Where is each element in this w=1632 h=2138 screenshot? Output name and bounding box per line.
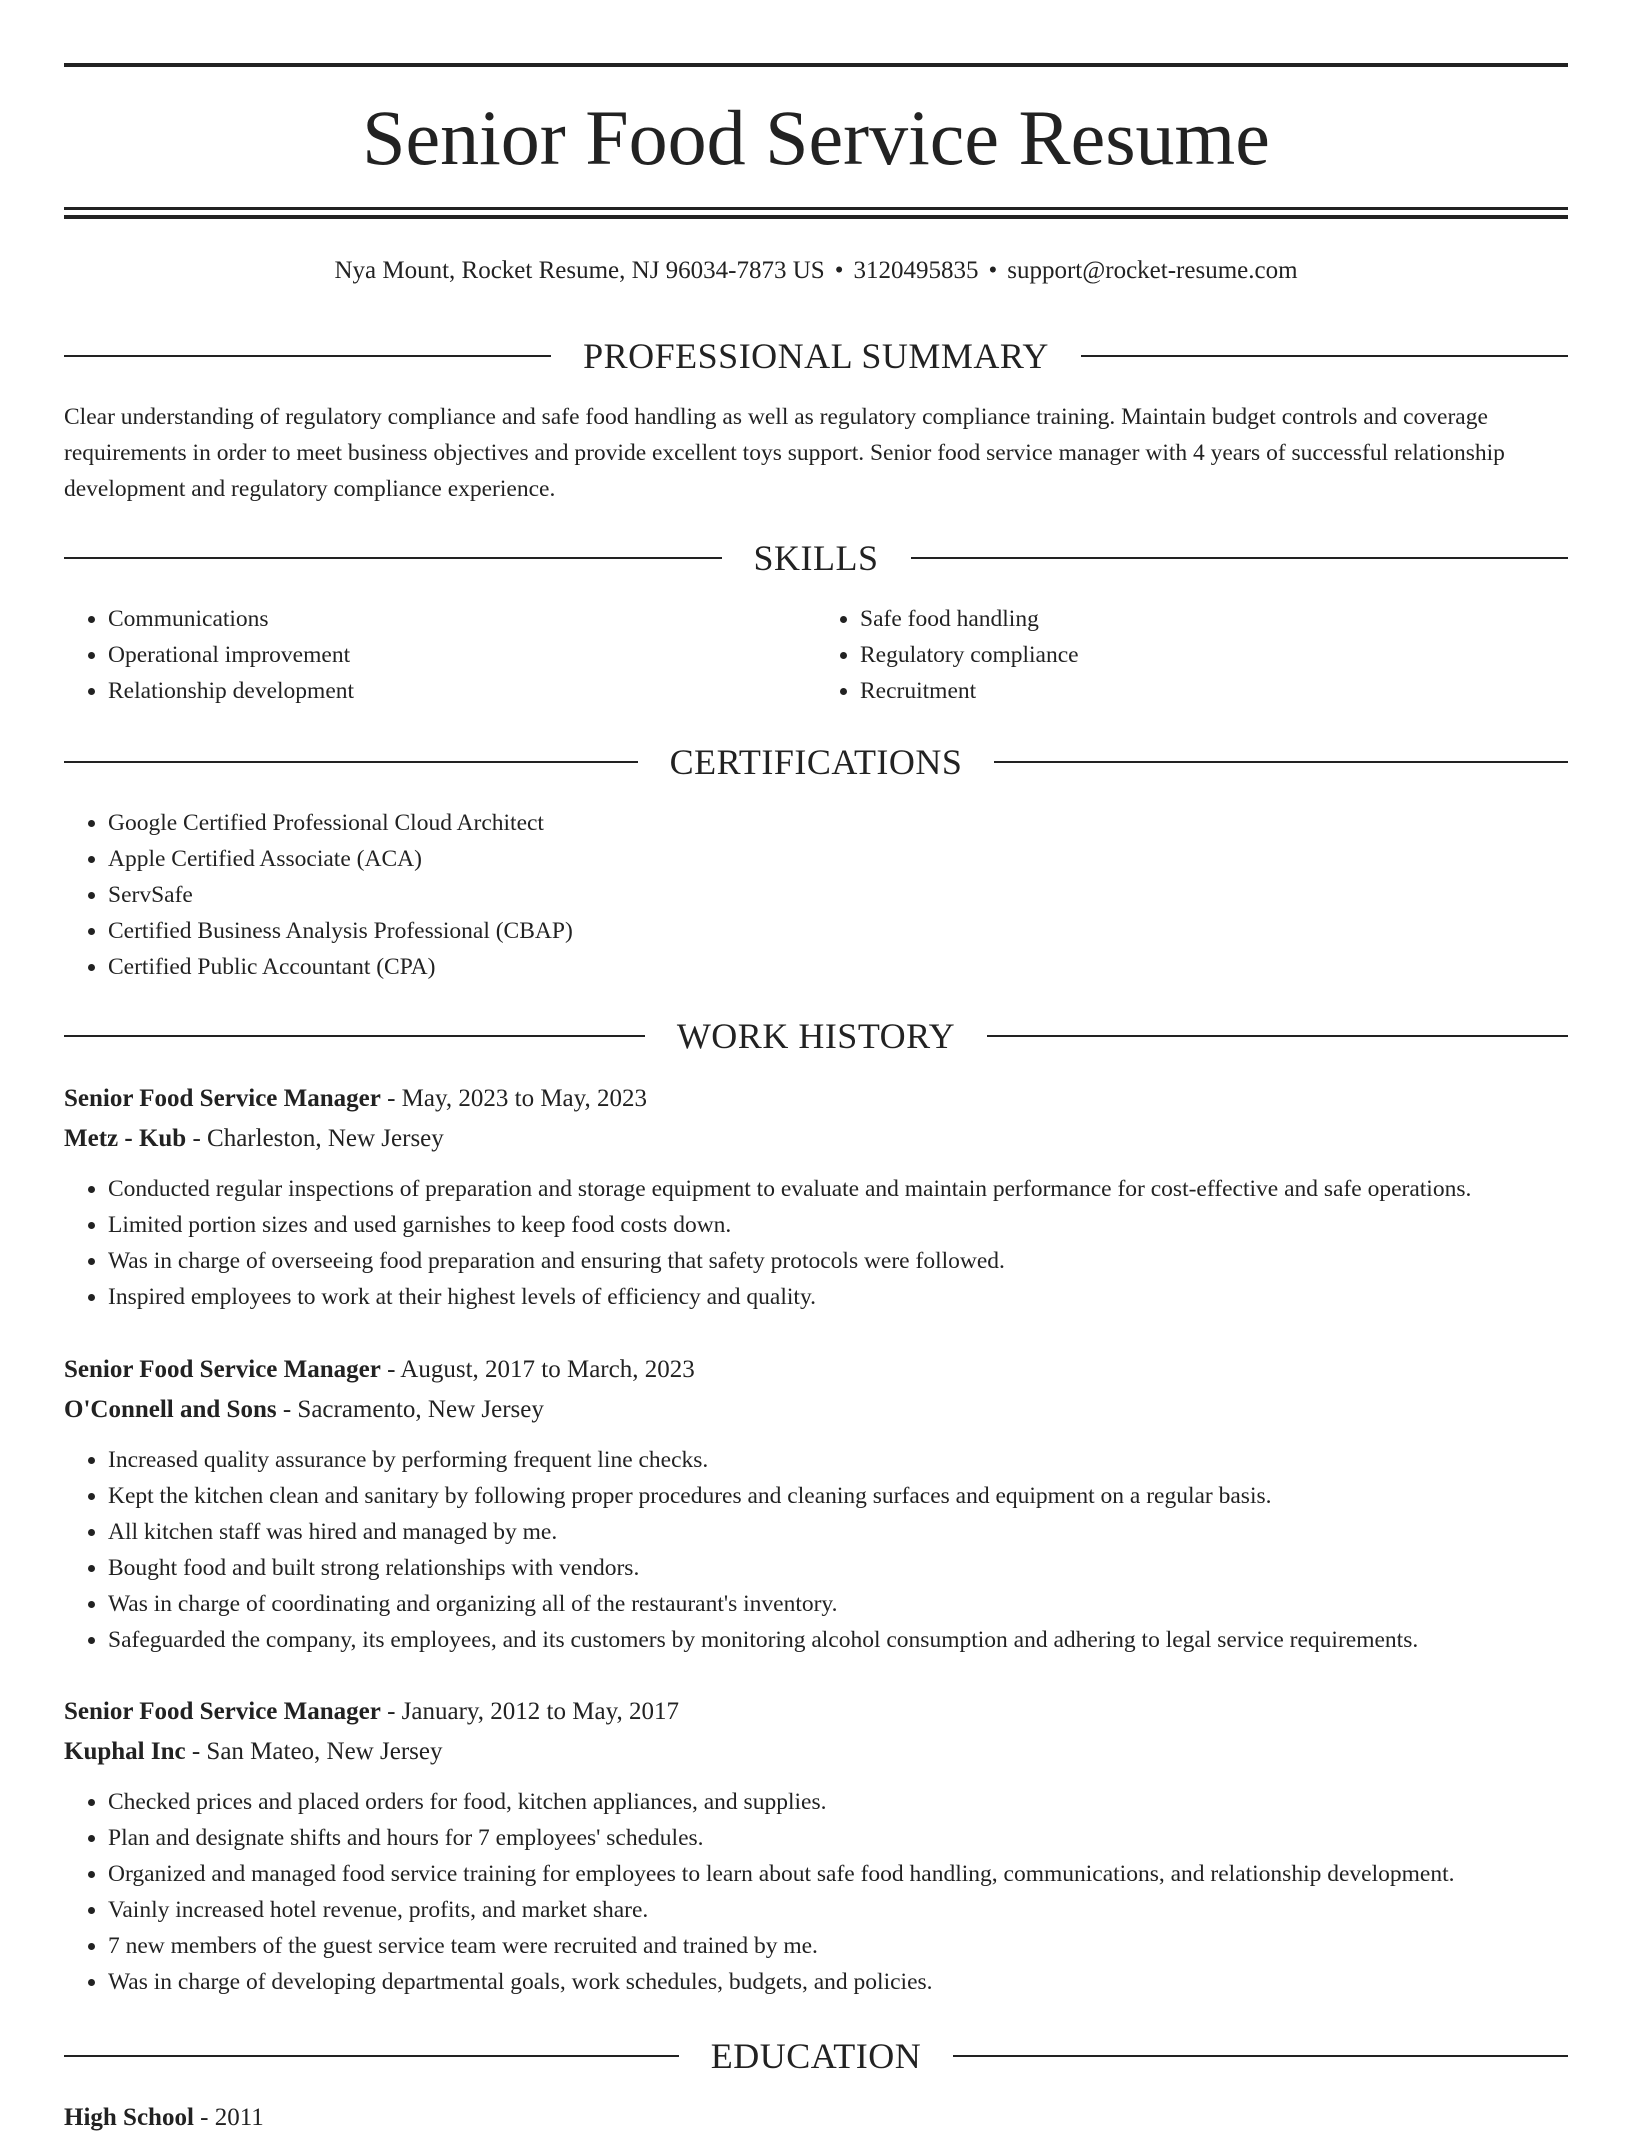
summary-text: Clear understanding of regulatory compliance and safe food handling as well as regulatory compliance training. Maintain budget controls and coverage requirements in order to meet business objectives and provide excellent toys support. Senior food service manager with 4 years of successful relationship development and regulatory compliance experience. [64,404,1505,502]
section-title-work-history: WORK HISTORY [676,1016,956,1056]
section-rule [64,355,551,357]
job-bullet: • Limited portion sizes and used garnishes to keep food costs down. [108,1207,1568,1243]
skill-item: • Safe food handling [860,601,1568,637]
job-bullet: • Plan and designate shifts and hours for 7 employees' schedules. [108,1820,1568,1856]
contact-separator: • [834,257,844,284]
title-rule-lower [64,215,1568,219]
job-title: Senior Food Service Manager [64,1085,381,1112]
job-entry [64,1692,1568,2000]
job-location: - San Mateo, New Jersey [185,1738,443,1765]
certification-item: • Google Certified Professional Cloud Architect [108,805,1568,841]
section-title-education: EDUCATION [710,2036,922,2076]
skill-item: • Operational improvement [108,637,816,673]
section-title-summary: PROFESSIONAL SUMMARY [583,336,1049,376]
job-bullet: • Organized and managed food service training for employees to learn about safe food handling, communications, and relationship development. [108,1856,1568,1892]
job-company: O'Connell and Sons [64,1396,277,1423]
section-header-skills [64,536,1568,580]
contact-line [64,254,1568,288]
job-dates: - May, 2023 to May, 2023 [380,1085,648,1112]
section-rule [64,557,722,559]
certifications-block [64,805,1568,985]
section-rule [1081,355,1568,357]
section-title-certifications: CERTIFICATIONS [669,742,963,782]
job-dates: - August, 2017 to March, 2023 [380,1356,695,1383]
job-bullet: • Increased quality assurance by performing frequent line checks. [108,1442,1568,1478]
education-entry [64,2098,1568,2138]
certifications-list [64,805,1568,985]
job-company: Metz - Kub [64,1125,187,1152]
job-title: Senior Food Service Manager [64,1698,381,1725]
section-rule [987,1035,1568,1037]
contact-phone: 3120495835 [853,257,979,284]
contact-address: Nya Mount, Rocket Resume, NJ 96034-7873 US [334,257,825,284]
skills-list-left [64,601,816,709]
skills-list-right [816,601,1568,709]
skill-item: • Communications [108,601,816,637]
job-location: - Sacramento, New Jersey [276,1396,544,1423]
job-title-line [64,1079,1568,1119]
job-bullet: • Was in charge of overseeing food preparation and ensuring that safety protocols were followed. [108,1243,1568,1279]
job-bullet: • Was in charge of coordinating and organizing all of the restaurant's inventory. [108,1586,1568,1622]
certification-item: • Certified Business Analysis Professional (CBAP) [108,913,1568,949]
job-entry [64,1350,1568,1658]
job-bullets [64,1442,1568,1658]
job-company-line [64,1732,1568,1772]
job-bullet: • Inspired employees to work at their highest levels of efficiency and quality. [108,1279,1568,1315]
section-rule [911,557,1569,559]
job-bullet: • 7 new members of the guest service team were recruited and trained by me. [108,1928,1568,1964]
section-rule [64,761,638,763]
job-title-line [64,1350,1568,1390]
job-bullet: • Vainly increased hotel revenue, profits, and market share. [108,1892,1568,1928]
job-bullets [64,1171,1568,1315]
skill-item: • Relationship development [108,673,816,709]
job-company-line [64,1390,1568,1430]
job-bullet: • All kitchen staff was hired and managed by me. [108,1514,1568,1550]
education-year: - 2011 [193,2104,264,2131]
section-title-skills: SKILLS [753,538,879,578]
job-bullet: • Was in charge of developing departmental goals, work schedules, budgets, and policies. [108,1964,1568,2000]
section-rule [64,1035,645,1037]
title-rule-upper [64,207,1568,210]
skill-item: • Regulatory compliance [860,637,1568,673]
job-bullet: • Checked prices and placed orders for food, kitchen appliances, and supplies. [108,1784,1568,1820]
section-header-work-history [64,1014,1568,1058]
job-title-line [64,1692,1568,1732]
certification-item: • ServSafe [108,877,1568,913]
job-location: - Charleston, New Jersey [186,1125,444,1152]
section-header-education [64,2034,1568,2078]
job-entry [64,1079,1568,1315]
resume-title: Senior Food Service Resume [362,94,1270,181]
section-rule [994,761,1568,763]
education-degree: High School [64,2104,194,2131]
job-dates: - January, 2012 to May, 2017 [380,1698,679,1725]
contact-separator: • [988,257,998,284]
skill-item: • Recruitment [860,673,1568,709]
job-company-line [64,1119,1568,1159]
section-header-summary [64,334,1568,378]
job-bullets [64,1784,1568,2000]
job-bullet: • Bought food and built strong relationships with vendors. [108,1550,1568,1586]
section-rule [64,2055,679,2057]
certification-item: • Certified Public Accountant (CPA) [108,949,1568,985]
section-header-certifications [64,740,1568,784]
job-bullet: • Safeguarded the company, its employees, and its customers by monitoring alcohol consumption and adhering to legal service requirements. [108,1622,1568,1658]
job-company: Kuphal Inc [64,1738,186,1765]
job-title: Senior Food Service Manager [64,1356,381,1383]
top-rule [64,63,1568,67]
job-bullet: • Conducted regular inspections of preparation and storage equipment to evaluate and maintain performance for cost-effective and safe operations. [108,1171,1568,1207]
skills-columns [64,601,1568,709]
section-rule [953,2055,1568,2057]
contact-email: support@rocket-resume.com [1007,257,1298,284]
certification-item: • Apple Certified Associate (ACA) [108,841,1568,877]
job-bullet: • Kept the kitchen clean and sanitary by following proper procedures and cleaning surfaces and equipment on a regular basis. [108,1478,1568,1514]
